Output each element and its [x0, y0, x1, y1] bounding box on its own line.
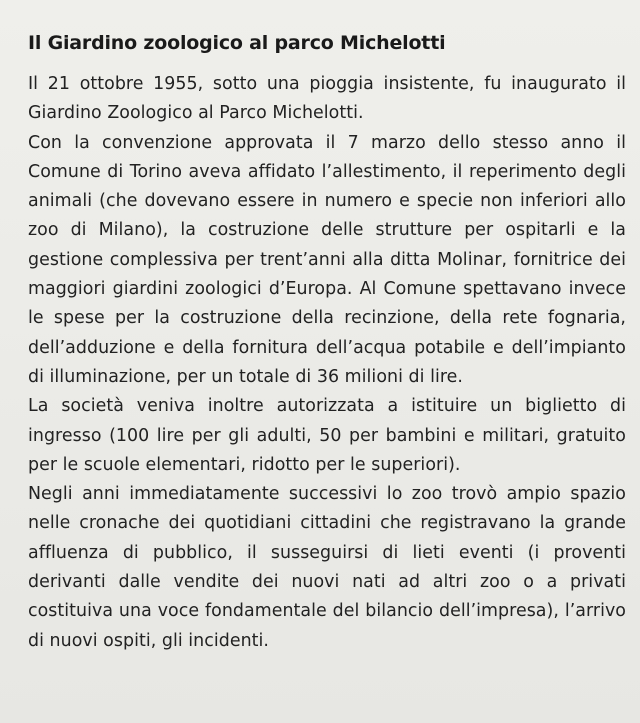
document-title: Il Giardino zoologico al parco Michelotti: [28, 32, 446, 54]
paragraph-convention: Con la convenzione approvata il 7 marzo dello stesso anno il Comune di Torino aveva affidato l’allestimento, il reperimento degli animali (che dovevano essere in numero e specie non inferiori allo zoo di Milano), la costruzione delle strutture per ospitarli e la gestione complessiva per trent’anni alla ditta Molinar, fornitrice dei maggiori giardini zoologici d’Europa. Al Comune spettavano invece le spese per la costruzione della recinzione, della rete fognaria, dell’adduzione e della fornitura dell’acqua potabile e dell’impianto di illuminazione, per un totale di 36 milioni di lire.: [28, 132, 626, 387]
paragraph-news: Negli anni immediatamente successivi lo zoo trovò ampio spazio nelle cronache dei quotidiani cittadini che registravano la grande affluenza di pubblico, il susseguirsi di lieti eventi (i proventi derivanti dalle vendite dei nuovi nati ad altri zoo o a privati costituiva una voce fondamentale del bilancio dell’impresa), l’arrivo di nuovi ospiti, gli incidenti.: [28, 484, 626, 651]
paragraph-ticket: La società veniva inoltre autorizzata a istituire un biglietto di ingresso (100 lire per gli adulti, 50 per bambini e militari, gratuito per le scuole elementari, ridotto per le superiori).: [28, 396, 626, 475]
paragraph-inauguration: Il 21 ottobre 1955, sotto una pioggia insistente, fu inaugurato il Giardino Zoologico al Parco Michelotti.: [28, 74, 626, 124]
